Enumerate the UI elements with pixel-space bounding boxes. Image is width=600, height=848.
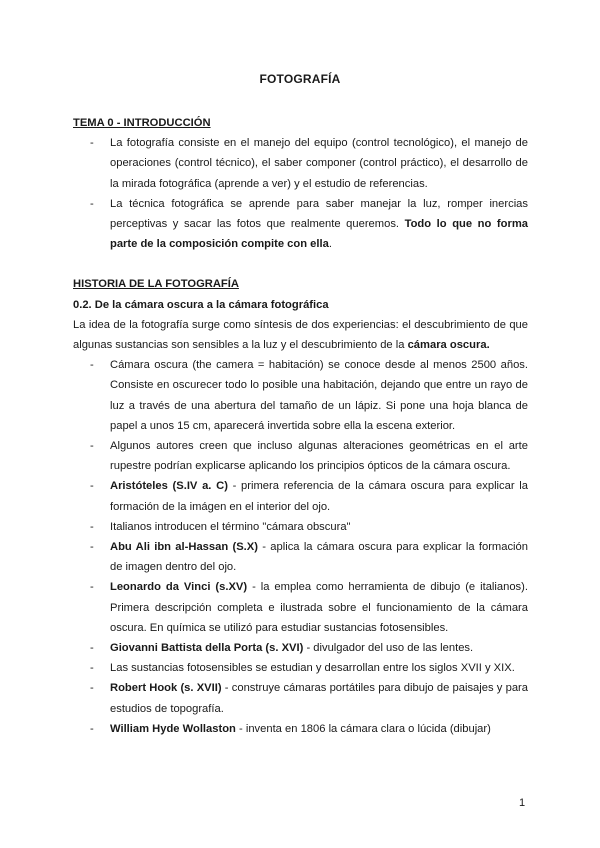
historia-intro [73, 315, 528, 355]
list-item-bold: William Hyde Wollaston [110, 722, 236, 735]
list-item-text: - aplica la cámara oscura para explicar la formación de imagen dentro del ojo. [110, 541, 528, 574]
list-item-text: Cámara oscura (the camera = habitación) se conoce desde al menos 2500 años. Consiste en oscurecer todo lo posible una habitación, dejando que entre un rayo de luz a través de una abertura del tamaño de un lápiz. Si pone una hoja blanca de papel a unos 15 cm, aparecerá invertida sobre ella la escena exterior. [110, 359, 528, 432]
list-dash: - [90, 137, 94, 150]
list-dash: - [90, 662, 94, 675]
list-item-bold: Leonardo da Vinci (s.XV) [110, 581, 248, 594]
list-dash: - [90, 682, 94, 695]
list-item-text: Algunos autores creen que incluso algunas alteraciones geométricas en el arte rupestre podrían explicarse aplicando los principios ópticos de la cámara oscura. [110, 440, 528, 473]
list-dash: - [90, 440, 94, 453]
list-item-after: . [328, 238, 332, 251]
intro-bold: cámara oscura. [407, 339, 490, 352]
list-item [73, 658, 528, 678]
tema0-list [73, 133, 528, 254]
list-item-bold: Aristóteles (S.IV a. C) [110, 480, 228, 493]
list-item [73, 719, 528, 739]
list-item-bold: Todo lo que no forma parte de la composición compite con ella [110, 218, 528, 251]
list-dash: - [90, 541, 94, 554]
intro-text: La idea de la fotografía surge como síntesis de dos experiencias: el descubrimiento de que algunas sustancias son sensibles a la luz y el descubrimiento de la [73, 318, 528, 352]
list-item [73, 133, 528, 194]
list-item-text: La técnica fotográfica se aprende para saber manejar la luz, romper inercias perceptivas y sacar las fotos que realmente queremos. [110, 197, 528, 231]
list-item [73, 355, 528, 436]
list-item [73, 476, 528, 516]
list-item-text: - la emplea como herramienta de dibujo (e italianos). Primera descripción completa e ilustrada sobre el funcionamiento de la cámara oscura. En química se utilizó para estudiar sustancias fotosensibles. [110, 581, 528, 634]
list-item-text: - construye cámaras portátiles para dibujo de paisajes y para estudios de topografía. [110, 682, 528, 715]
list-dash: - [90, 359, 94, 372]
list-item [73, 638, 528, 658]
historia-heading: HISTORIA DE LA FOTOGRAFÍA [73, 278, 239, 291]
list-item-text: Italianos introducen el término "cámara obscura" [110, 520, 351, 533]
list-dash: - [90, 581, 94, 594]
list-item-bold: Abu Ali ibn al-Hassan (S.X) [110, 541, 258, 554]
list-item-text: La fotografía consiste en el manejo del equipo (control tecnológico), el manejo de operaciones (control técnico), el saber componer (control práctico), el desarrollo de la mirada fotográfica (aprende a ver) y el estudio de referencias. [110, 137, 528, 190]
document-title: FOTOGRAFÍA [259, 72, 341, 86]
list-item [73, 537, 528, 577]
list-item [73, 678, 528, 718]
list-item-text: - inventa en 1806 la cámara clara o lúcida (dibujar) [235, 722, 491, 735]
list-item-text: - divulgador del uso de las lentes. [303, 642, 474, 655]
list-dash: - [90, 480, 94, 493]
list-dash: - [90, 197, 94, 210]
list-dash: - [90, 520, 94, 533]
list-item [73, 436, 528, 476]
historia-subheading: 0.2. De la cámara oscura a la cámara fotográfica [73, 298, 329, 311]
list-item [73, 577, 528, 638]
list-item-text: - primera referencia de la cámara oscura para explicar la formación de la imágen en el interior del ojo. [110, 480, 528, 513]
list-item-bold: Robert Hook (s. XVII) [110, 682, 222, 695]
list-item [73, 517, 528, 537]
list-dash: - [90, 722, 94, 735]
page-number: 1 [519, 797, 526, 809]
list-item [73, 194, 528, 255]
historia-list [73, 355, 528, 739]
list-dash: - [90, 642, 94, 655]
tema0-heading: TEMA 0 - INTRODUCCIÓN [73, 117, 211, 129]
document-body [73, 113, 528, 739]
list-item-bold: Giovanni Battista della Porta (s. XVI) [110, 642, 304, 655]
list-item-text: Las sustancias fotosensibles se estudian y desarrollan entre los siglos XVII y XIX. [110, 662, 515, 675]
